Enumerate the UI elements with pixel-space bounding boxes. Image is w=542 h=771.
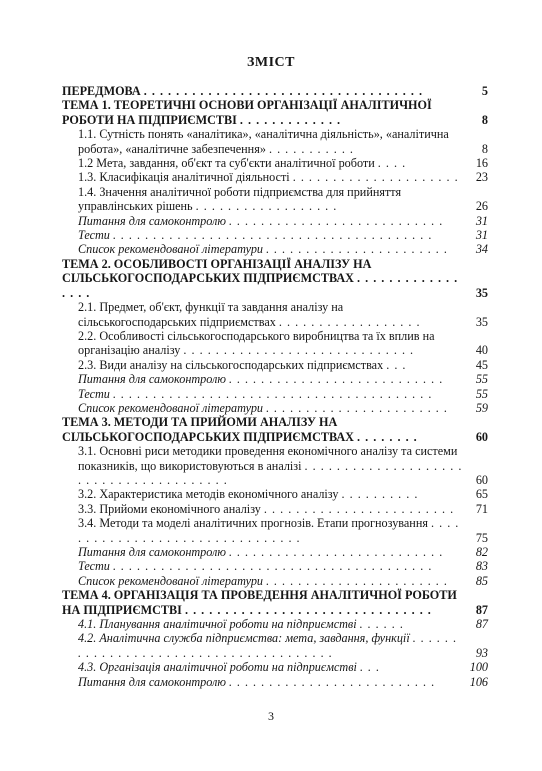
toc-entry	[62, 588, 488, 617]
toc-entry-text: 4.2. Аналітична служба підприємства: мета, завдання, функції	[78, 631, 410, 646]
toc-entry	[78, 487, 488, 501]
toc-entry-page: 82	[475, 545, 488, 559]
dot-leader: . . .	[386, 357, 407, 372]
toc-entry	[78, 156, 488, 170]
dot-leader: . . . . . . . . . . . . . . . . . . . . . . . . . . . . .	[183, 343, 415, 358]
toc-entry	[62, 415, 488, 444]
toc-entry-page: 35	[475, 314, 488, 329]
toc-entry-text: 2.1. Предмет, об'єкт, функції та завдання аналізу на сільськогосподарських підприємствах	[78, 300, 344, 329]
toc-entry-page: 100	[469, 660, 488, 675]
toc-entry-text: 3.1. Основні риси методики проведення економічного аналізу та системи показників, що використовуються в аналізі	[78, 444, 458, 473]
toc-entry-page: 26	[475, 199, 488, 214]
dot-leader: . . . . . . . . . . . . . . . . . . . . . . .	[266, 400, 449, 415]
toc-entry	[78, 617, 488, 631]
toc-entry-text: Тести	[78, 559, 110, 574]
dot-leader: . . . . . . . . . . . . . . . . . . . . . . .	[266, 242, 449, 257]
toc-entry-page: 106	[469, 674, 488, 689]
toc-entry	[78, 170, 488, 184]
toc-entry-text: ТЕМА 4. ОРГАНІЗАЦІЯ ТА ПРОВЕДЕННЯ АНАЛІТИЧНОЇ РОБОТИ НА ПІДПРИЄМСТВІ	[62, 588, 457, 617]
toc-entry-text: Питання для самоконтролю	[78, 213, 226, 228]
dot-leader: . . . . . . . . . . .	[268, 141, 354, 156]
toc-entry-text: ТЕМА 2. ОСОБЛИВОСТІ ОРГАНІЗАЦІЇ АНАЛІЗУ НА СІЛЬСЬКОГОСПОДАРСЬКИХ ПІДПРИЄМСТВАХ	[62, 256, 372, 286]
dot-leader: . . . . . . . . . . . . . . . . . . . . . . . . . . . . . . . . . . .	[143, 84, 423, 98]
toc-entry-page: 83	[475, 559, 488, 574]
toc-entry-text: 3.4. Методи та моделі аналітичних прогнозів. Етапи прогнозування	[78, 516, 428, 531]
toc-entry-page: 87	[475, 602, 488, 617]
toc-entry-text: Список рекомендованої літератури	[78, 242, 264, 257]
toc-entry-text: 1.1. Сутність понять «аналітика», «аналітична діяльність», «аналітична робота», «аналітичне забезпечення»	[78, 127, 449, 156]
toc-entry	[78, 358, 488, 372]
toc-entry	[62, 98, 488, 127]
toc-entry-page: 60	[475, 429, 488, 444]
dot-leader: . . . . . . . . . . . . . . . . . . . . .	[292, 170, 459, 185]
dot-leader: . . . . . . . . . . . . . . . . . . . . . . . . . . . . . . . . . . . . . . . .	[112, 559, 433, 574]
page-number: 3	[268, 709, 274, 723]
dot-leader: . . . . . .	[359, 617, 405, 632]
toc-entry	[78, 387, 488, 401]
dot-leader: . . . . . . . . . .	[341, 487, 419, 502]
toc-entry	[78, 372, 488, 386]
toc-entry	[62, 257, 488, 300]
toc-entry-text: Питання для самоконтролю	[78, 674, 226, 689]
toc-entry-text: Питання для самоконтролю	[78, 545, 226, 559]
toc-entry-page: 87	[475, 617, 488, 632]
toc-entry-page: 31	[475, 228, 488, 243]
toc-entry-page: 5	[481, 84, 488, 98]
toc-entry	[78, 574, 488, 588]
toc-entry-page: 71	[475, 501, 488, 516]
dot-leader: . . . . . . . . . . . . . . . . . . . . . . . . . . . . . . . .	[78, 516, 460, 545]
toc-entry	[78, 660, 488, 674]
toc-entry-text: Тести	[78, 386, 110, 401]
toc-entry-page: 45	[475, 357, 488, 372]
toc-entry-page: 59	[475, 400, 488, 415]
toc-entry-page: 55	[475, 372, 488, 387]
toc-entry-text: Список рекомендованої літератури	[78, 573, 264, 588]
toc-entry-text: 1.4. Значення аналітичної роботи підприємства для прийняття управлінських рішень	[78, 184, 402, 214]
toc-entry-page: 35	[475, 285, 488, 300]
dot-leader: . . . . . . . . . . . . . . . . . . . . . . . . . . .	[229, 545, 444, 559]
toc-entry	[78, 127, 488, 156]
toc-entry	[78, 300, 488, 329]
toc-entry	[78, 675, 488, 689]
toc-entry-page: 65	[475, 487, 488, 502]
toc-entry	[78, 516, 488, 545]
toc-entry-text: 2.3. Види аналізу на сільськогосподарських підприємствах	[78, 357, 384, 372]
toc-entry-page: 55	[475, 386, 488, 401]
toc-entry	[78, 631, 488, 660]
dot-leader: . . .	[359, 660, 381, 675]
toc-entry	[78, 185, 488, 214]
dot-leader: . . . .	[377, 156, 407, 171]
toc-entry-page: 8	[481, 141, 488, 156]
toc-entry-page: 8	[481, 112, 488, 127]
toc-entry-text: 4.1. Планування аналітичної роботи на підприємстві	[78, 617, 357, 632]
dot-leader: . . . . . . . .	[357, 429, 418, 444]
dot-leader: . . . . . . . . . . . . . . . . . .	[278, 314, 421, 329]
toc-entry	[78, 444, 488, 487]
toc-entry-page: 16	[475, 156, 488, 171]
toc-entry-page: 40	[475, 343, 488, 358]
toc-entry-text: Тести	[78, 228, 110, 243]
toc-entry	[78, 502, 488, 516]
dot-leader: . . . . . . . . . . . . . . . . . . . . . . . . . . . . . . . . . . . . . .	[78, 631, 458, 660]
toc-entry	[62, 84, 488, 98]
dot-leader: . . . . . . . . . . . . . . . . . .	[195, 199, 338, 214]
table-of-contents	[62, 84, 488, 689]
toc-entry	[78, 214, 488, 228]
toc-entry-text: 3.2. Характеристика методів економічного аналізу	[78, 487, 339, 502]
toc-entry-text: Список рекомендованої літератури	[78, 400, 264, 415]
toc-entry	[78, 559, 488, 573]
toc-entry-text: ПЕРЕДМОВА	[62, 84, 141, 98]
toc-entry-page: 31	[475, 213, 488, 228]
toc-entry	[78, 242, 488, 256]
toc-entry-text: 4.3. Організація аналітичної роботи на підприємстві	[78, 660, 357, 675]
dot-leader: . . . . . . . . . . . . . . . . . . . . . . . . . . . . . . .	[184, 602, 432, 617]
dot-leader: . . . . . . . . . . . . . . . . . . . . . . .	[266, 573, 449, 588]
toc-entry-text: 2.2. Особливості сільськогосподарського виробництва та їх вплив на організацію аналізу	[78, 328, 435, 358]
toc-entry-page: 75	[475, 530, 488, 545]
dot-leader: . . . . . . . . . . . . . . . . .	[62, 271, 459, 300]
toc-entry-text: Питання для самоконтролю	[78, 372, 226, 387]
toc-entry-text: ТЕМА 1. ТЕОРЕТИЧНІ ОСНОВИ ОРГАНІЗАЦІЇ АНАЛІТИЧНОЇ РОБОТИ НА ПІДПРИЄМСТВІ	[62, 98, 432, 127]
toc-entry	[78, 228, 488, 242]
dot-leader: . . . . . . . . . . . . . . . . . . . . . . . . . . .	[229, 213, 444, 228]
dot-leader: . . . . . . . . . . . . . . . . . . . . . . . .	[263, 501, 455, 516]
dot-leader: . . . . . . . . . . . . . . . . . . . . . . . . . . .	[229, 372, 444, 387]
toc-entry-text: 1.3. Класифікація аналітичної діяльності	[78, 170, 290, 185]
toc-entry	[78, 401, 488, 415]
toc-entry-text: 1.2 Мета, завдання, об'єкт та суб'єкти аналітичної роботи	[78, 156, 375, 171]
toc-entry-page: 23	[475, 170, 488, 185]
toc-entry-page: 93	[475, 645, 488, 660]
toc-entry-page: 85	[475, 573, 488, 588]
dot-leader: . . . . . . . . . . . . .	[239, 112, 342, 127]
dot-leader: . . . . . . . . . . . . . . . . . . . . . . . . . . . . . . . . . . . . . . . .	[112, 228, 433, 243]
dot-leader: . . . . . . . . . . . . . . . . . . . . . . . . . . . . . . . . . . . . . . .	[78, 458, 463, 487]
dot-leader: . . . . . . . . . . . . . . . . . . . . . . . . . .	[229, 674, 436, 689]
toc-entry-text: ТЕМА 3. МЕТОДИ ТА ПРИЙОМИ АНАЛІЗУ НА СІЛЬСЬКОГОСПОДАРСЬКИХ ПІДПРИЄМСТВАХ	[62, 415, 354, 444]
toc-entry	[78, 545, 488, 559]
toc-entry-page: 34	[475, 242, 488, 257]
toc-entry	[78, 329, 488, 358]
toc-entry-page: 60	[475, 472, 488, 487]
toc-entry-text: 3.3. Прийоми економічного аналізу	[78, 501, 261, 516]
toc-title: ЗМІСТ	[247, 55, 295, 70]
dot-leader: . . . . . . . . . . . . . . . . . . . . . . . . . . . . . . . . . . . . . . . .	[112, 386, 433, 401]
